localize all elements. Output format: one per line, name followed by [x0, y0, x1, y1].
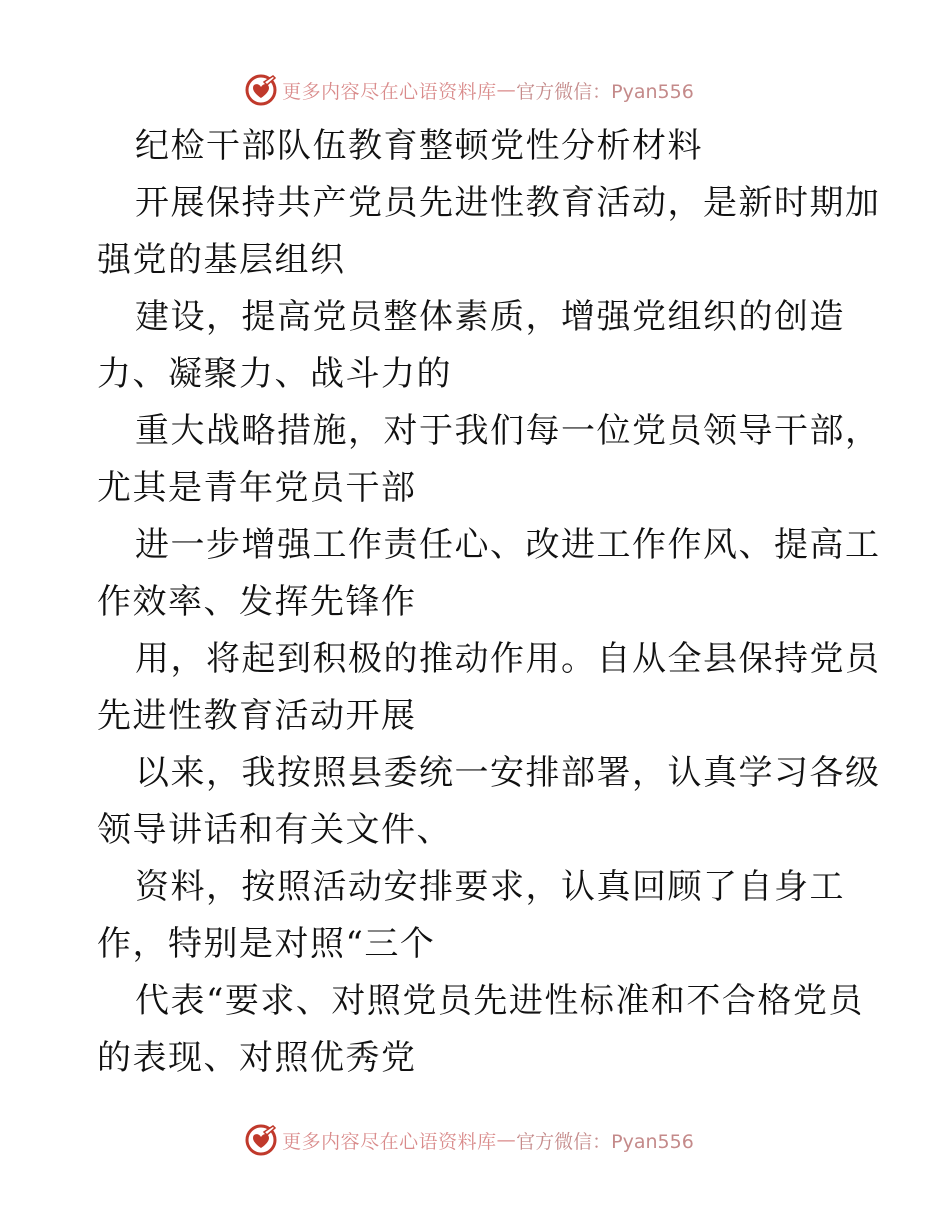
document-line: 重大战略措施，对于我们每一位党员领导干部，	[135, 411, 881, 451]
document-line: 建设，提高党员整体素质，增强党组织的创造	[135, 297, 845, 337]
footer-wechat-text: 官方微信：Pyan556	[516, 1130, 694, 1153]
document-line: 作，特别是对照“三个	[97, 924, 436, 964]
footer-site-text: 更多内容尽在心语资料库	[282, 1130, 497, 1153]
document-line: 开展保持共产党员先进性教育活动，是新时期加	[135, 183, 881, 223]
document-body	[97, 118, 881, 1087]
document-line: 进一步增强工作责任心、改进工作作风、提高工	[135, 525, 881, 565]
document-line: 纪检干部队伍教育整顿党性分析材料	[135, 126, 703, 166]
document-line: 领导讲话和有关文件、	[97, 810, 452, 850]
heart-pen-logo-icon	[244, 73, 278, 107]
document-line: 代表“要求、对照党员先进性标准和不合格党员	[135, 981, 864, 1021]
header-banner-inner	[244, 70, 694, 110]
document-line: 的表现、对照优秀党	[97, 1038, 417, 1078]
document-line: 力、凝聚力、战斗力的	[97, 354, 452, 394]
heart-pen-logo-icon	[244, 1123, 278, 1157]
document-line: 以来，我按照县委统一安排部署，认真学习各级	[135, 753, 881, 793]
footer-banner-inner	[244, 1120, 694, 1160]
document-line: 尤其是青年党员干部	[97, 468, 417, 508]
document-line: 强党的基层组织	[97, 240, 346, 280]
header-wechat-text: 官方微信：Pyan556	[516, 80, 694, 103]
header-banner	[0, 70, 950, 110]
header-separator: —	[496, 79, 517, 101]
footer-banner	[0, 1120, 950, 1160]
document-line: 先进性教育活动开展	[97, 696, 417, 736]
document-line: 用，将起到积极的推动作用。自从全县保持党员	[135, 639, 881, 679]
footer-separator: —	[496, 1129, 517, 1151]
document-line: 资料，按照活动安排要求，认真回顾了自身工	[135, 867, 845, 907]
document-line: 作效率、发挥先锋作	[97, 582, 417, 622]
header-site-text: 更多内容尽在心语资料库	[282, 80, 497, 103]
